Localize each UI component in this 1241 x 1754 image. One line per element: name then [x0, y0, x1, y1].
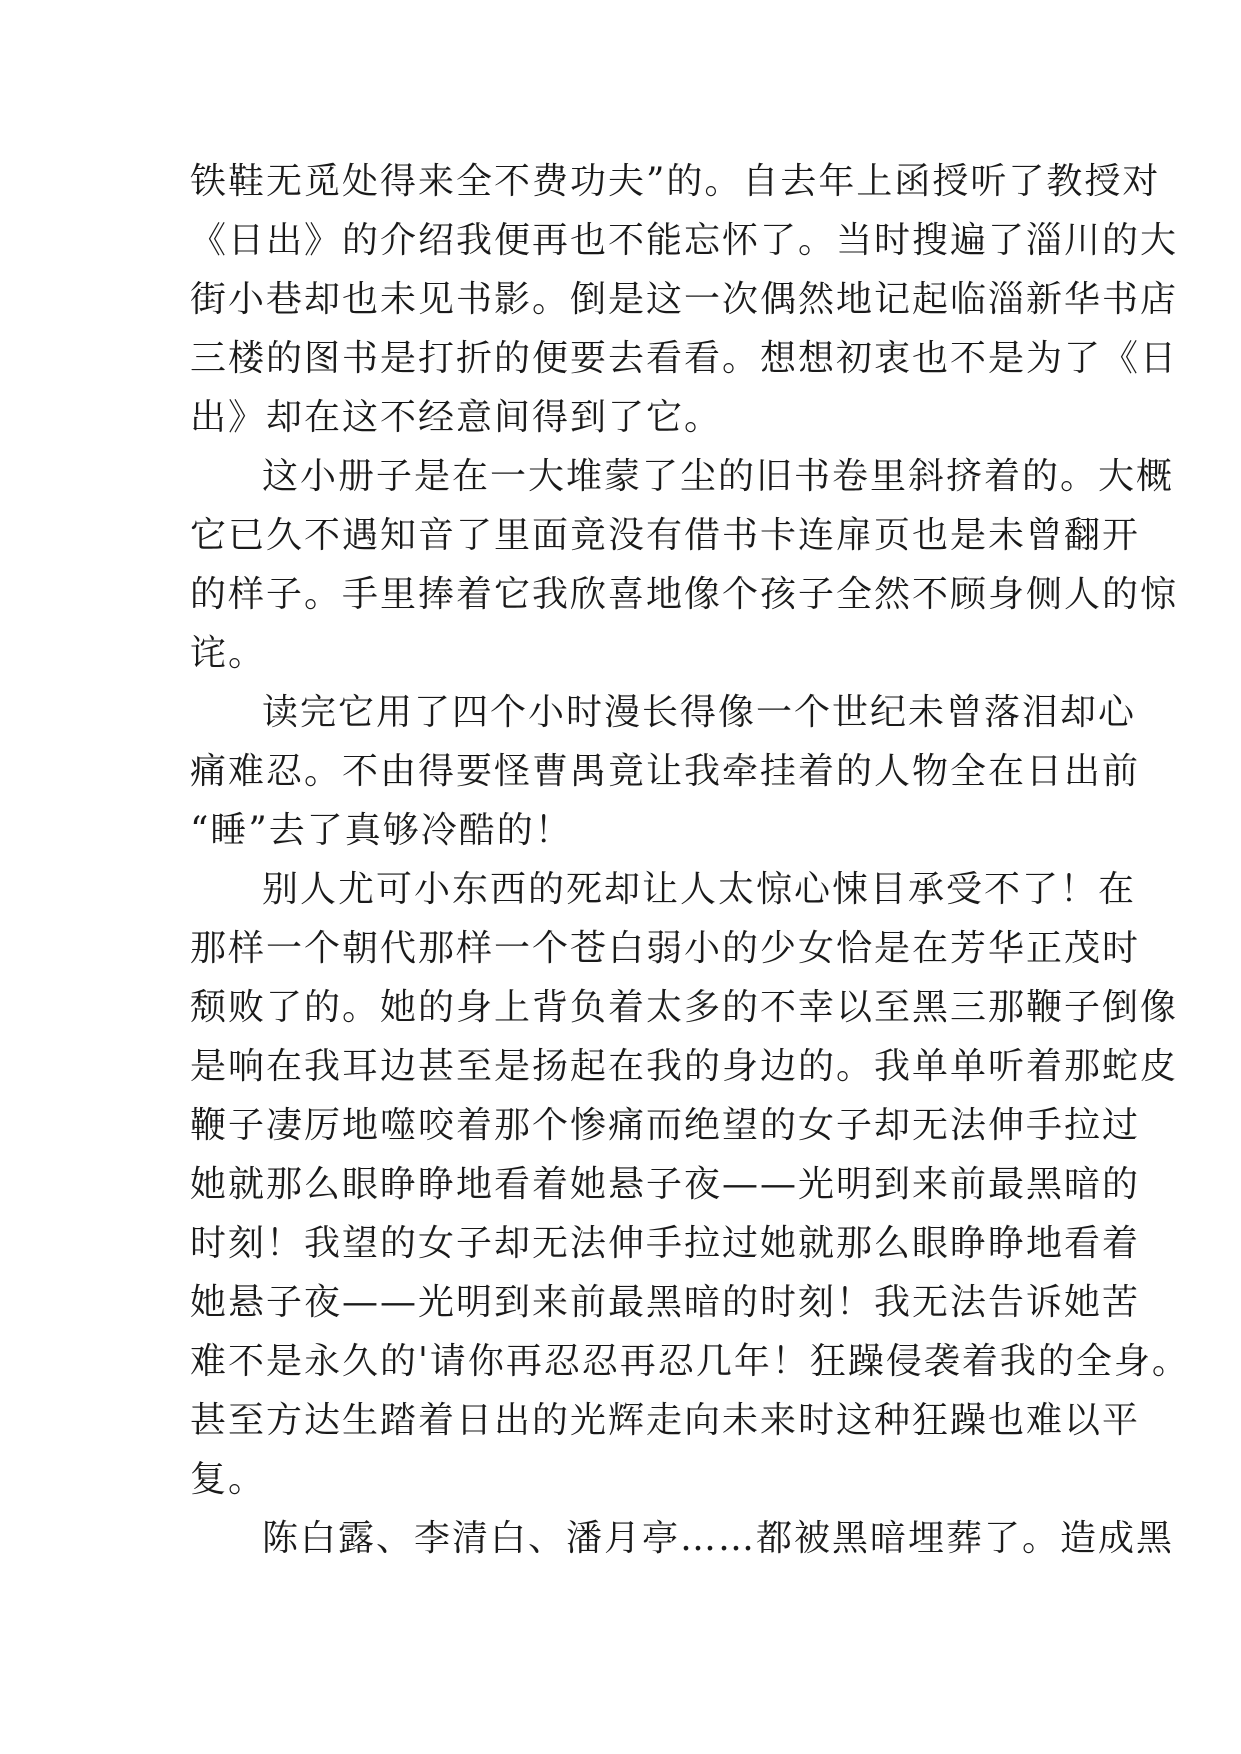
- text-line: 三楼的图书是打折的便要去看看。想想初衷也不是为了《日: [190, 338, 1179, 379]
- text-line: 读完它用了四个小时漫长得像一个世纪未曾落泪却心: [262, 692, 1137, 733]
- text-line: 它已久不遇知音了里面竟没有借书卡连扉页也是未曾翻开: [190, 515, 1141, 556]
- text-line: 时刻！我望的女子却无法伸手拉过她就那么眼睁睁地看着: [190, 1223, 1141, 1264]
- text-line: 她就那么眼睁睁地看着她悬子夜——光明到来前最黑暗的: [190, 1164, 1141, 1205]
- text-line: 鞭子凄厉地噬咬着那个惨痛而绝望的女子却无法伸手拉过: [190, 1105, 1141, 1146]
- text-line: 街小巷却也未见书影。倒是这一次偶然地记起临淄新华书店: [190, 279, 1179, 320]
- text-line: 诧。: [190, 633, 267, 674]
- text-line: 这小册子是在一大堆蒙了尘的旧书卷里斜挤着的。大概: [262, 456, 1175, 497]
- text-line: 颓败了的。她的身上背负着太多的不幸以至黑三那鞭子倒像: [190, 987, 1179, 1028]
- text-line: 她悬子夜——光明到来前最黑暗的时刻！我无法告诉她苦: [190, 1282, 1141, 1323]
- body-text: [190, 152, 1190, 1568]
- text-line: 痛难忍。不由得要怪曹禺竟让我牵挂着的人物全在日出前: [190, 751, 1141, 792]
- text-line: 复。: [190, 1459, 267, 1500]
- text-line: 《日出》的介绍我便再也不能忘怀了。当时搜遍了淄川的大: [190, 220, 1179, 261]
- text-line: 那样一个朝代那样一个苍白弱小的少女恰是在芳华正茂时: [190, 928, 1141, 969]
- text-line: 铁鞋无觅处得来全不费功夫”的。自去年上函授听了教授对: [190, 161, 1161, 202]
- text-line: 别人尤可小东西的死却让人太惊心悚目承受不了！在: [262, 869, 1137, 910]
- text-line: 陈白露、李清白、潘月亭……都被黑暗埋葬了。造成黑: [262, 1518, 1175, 1559]
- text-line: “睡”去了真够冷酷的！: [190, 810, 573, 851]
- text-line: 甚至方达生踏着日出的光辉走向未来时这种狂躁也难以平: [190, 1400, 1141, 1441]
- text-line: 的样子。手里捧着它我欣喜地像个孩子全然不顾身侧人的惊: [190, 574, 1179, 615]
- text-line: 难不是永久的'请你再忍忍再忍几年！狂躁侵袭着我的全身。: [190, 1341, 1190, 1382]
- text-line: 是响在我耳边甚至是扬起在我的身边的。我单单听着那蛇皮: [190, 1046, 1179, 1087]
- text-line: 出》却在这不经意间得到了它。: [190, 397, 723, 438]
